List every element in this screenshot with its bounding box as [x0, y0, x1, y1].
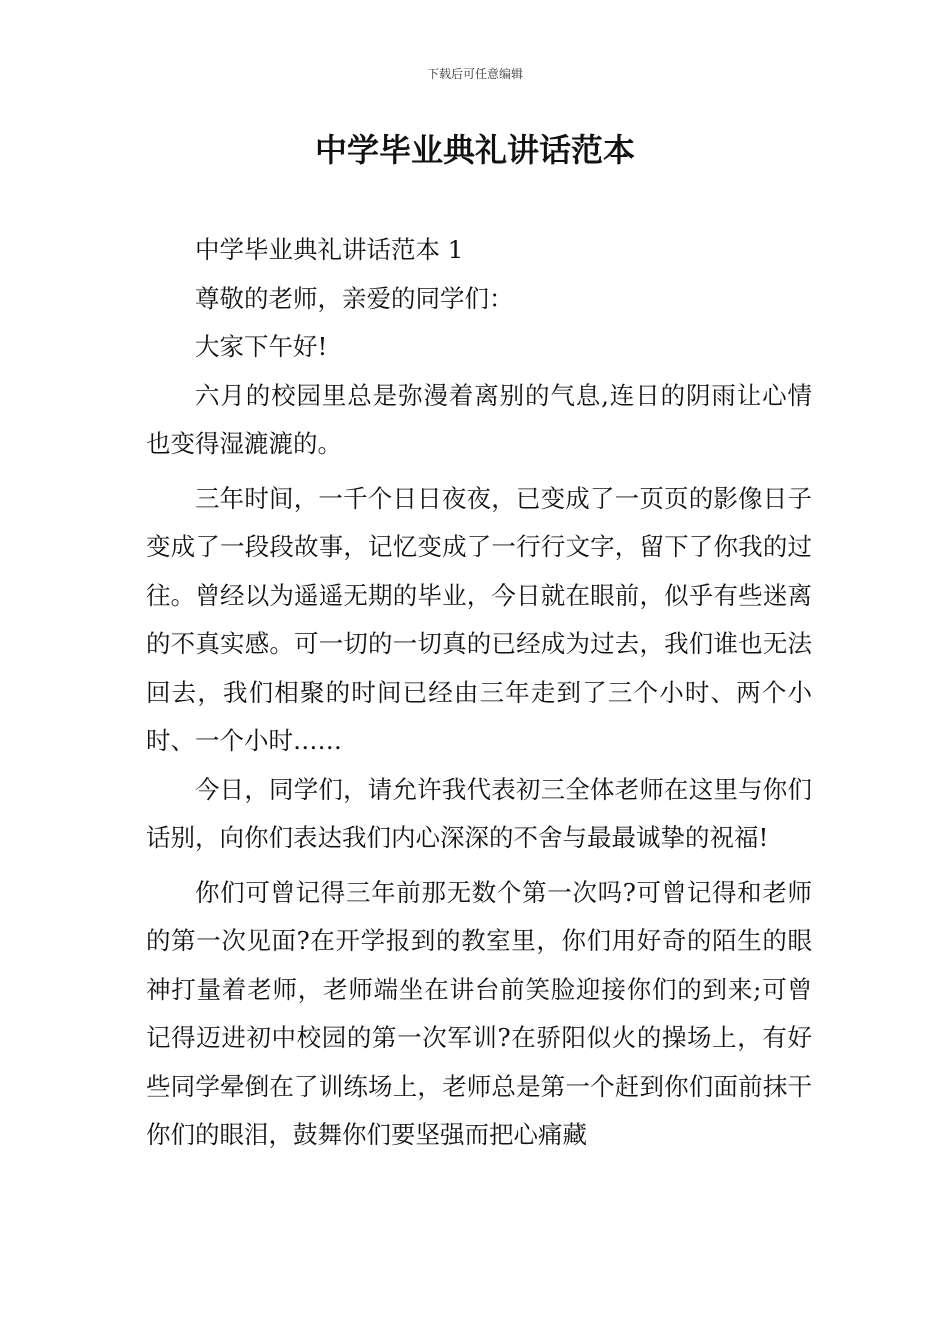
paragraph: 今日，同学们，请允许我代表初三全体老师在这里与你们话别，向你们表达我们内心深深的不舍与最最诚挚的祝福!	[146, 774, 812, 852]
paragraph: 六月的校园里总是弥漫着离别的气息,连日的阴雨让心情也变得湿漉漉的。	[146, 380, 812, 458]
section-heading: 中学毕业典礼讲话范本 1	[195, 235, 464, 264]
salutation: 尊敬的老师，亲爱的同学们：	[195, 283, 514, 313]
document-body	[146, 226, 812, 1160]
header-note: 下载后可任意编辑	[426, 67, 523, 81]
paragraph: 你们可曾记得三年前那无数个第一次吗?可曾记得和老师的第一次见面?在开学报到的教室里，你们用好奇的陌生的眼神打量着老师，老师端坐在讲台前笑脸迎接你们的到来;可曾记得迈进初中校园的第一次军训?在骄阳似火的操场上，有好些同学晕倒在了训练场上，老师总是第一个赶到你们面前抹干你们的眼泪，鼓舞你们要坚强而把心痛藏	[146, 877, 812, 1149]
greeting: 大家下午好!	[195, 332, 328, 361]
document-title: 中学毕业典礼讲话范本	[314, 131, 635, 169]
paragraph: 三年时间，一千个日日夜夜，已变成了一页页的影像日子变成了一段段故事，记忆变成了一行行文字，留下了你我的过往。曾经以为遥遥无期的毕业，今日就在眼前，似乎有些迷离的不真实感。可一切的一切真的已经成为过去，我们谁也无法回去，我们相聚的时间已经由三年走到了三个小时、两个小时、一个小时……	[146, 483, 812, 755]
